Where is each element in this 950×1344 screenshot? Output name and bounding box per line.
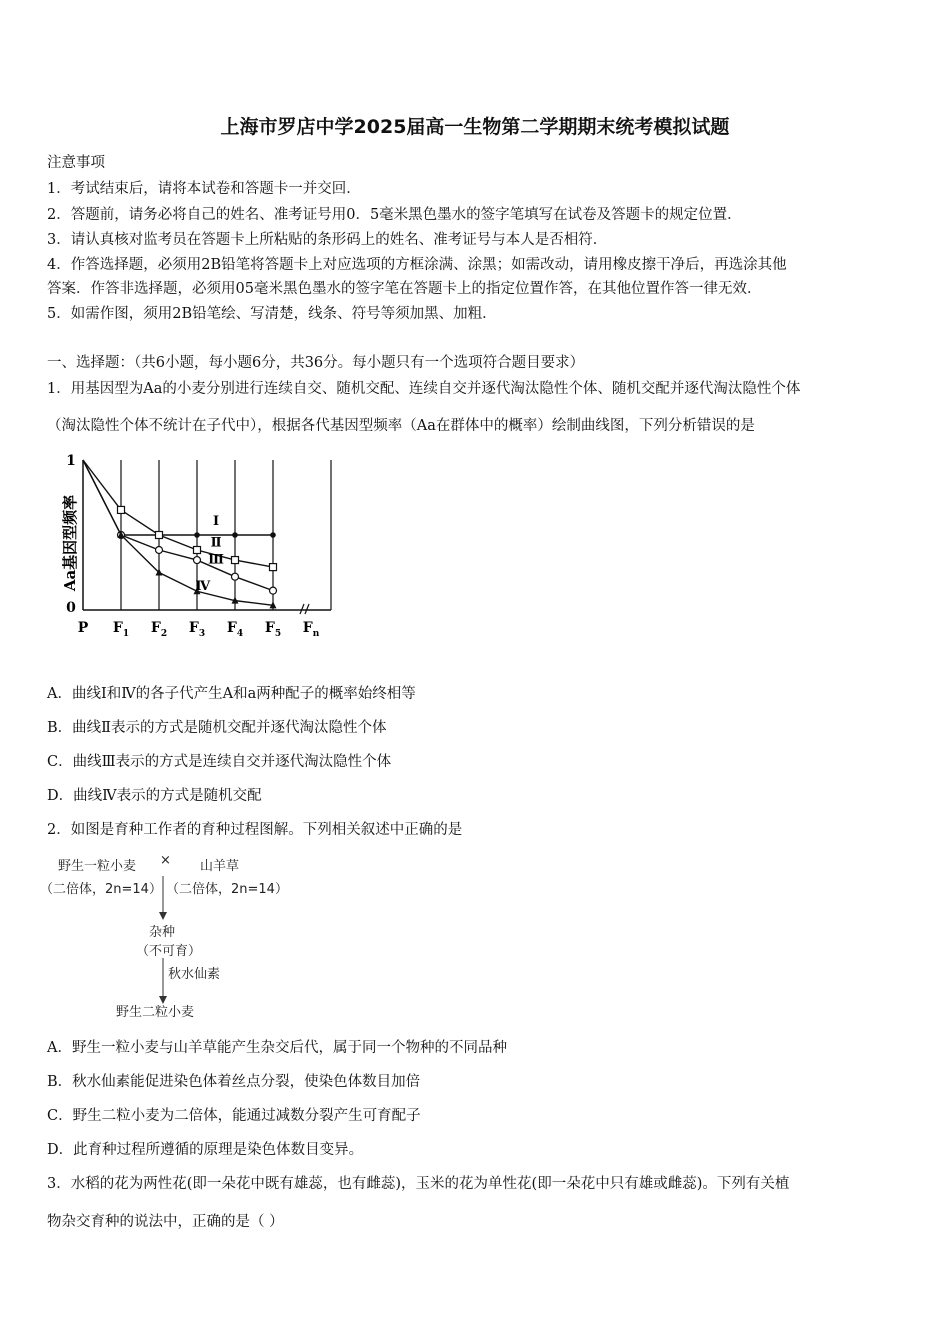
q2-option-c[interactable]: C．野生二粒小麦为二倍体，能通过减数分裂产生可育配子: [47, 1108, 421, 1124]
q1-option-c[interactable]: C．曲线Ⅲ表示的方式是连续自交并逐代淘汰隐性个体: [47, 754, 392, 770]
breeding-diagram: [40, 850, 300, 1025]
question-3-stem-cont: 物杂交育种的说法中，正确的是（ ）: [47, 1214, 284, 1230]
series-label: Ⅰ: [213, 514, 220, 529]
x-tick-label: $F_5$: [264, 620, 282, 639]
y-tick-label: 0: [66, 600, 76, 616]
data-point: [194, 547, 201, 554]
data-point: [232, 557, 239, 564]
q2-option-a[interactable]: A．野生一粒小麦与山羊草能产生杂交后代，属于同一个物种的不同品种: [47, 1040, 507, 1056]
series-label: Ⅱ: [210, 535, 222, 551]
parent2-note: （二倍体，2n=14）: [166, 882, 288, 897]
question-1-stem: 1．用基因型为Aa的小麦分别进行连续自交、随机交配、连续自交并逐代淘汰隐性个体、随机交配并逐代淘汰隐性个体: [47, 381, 801, 397]
question-2-stem: 2．如图是育种工作者的育种过程图解。下列相关叙述中正确的是: [47, 822, 463, 838]
treatment-label: 秋水仙素: [168, 967, 221, 982]
cross-symbol: ×: [160, 853, 171, 868]
genotype-frequency-chart: [55, 448, 335, 643]
x-tick-label: P: [77, 620, 89, 636]
q1-option-d[interactable]: D．曲线Ⅳ表示的方式是随机交配: [47, 788, 262, 804]
data-point: [270, 587, 277, 594]
parent2-label: 山羊草: [200, 859, 240, 874]
notice-item: 3．请认真核对监考员在答题卡上所粘贴的条形码上的姓名、准考证号与本人是否相符．: [47, 232, 608, 248]
y-axis-label: Aa基因型频率: [61, 494, 79, 592]
data-point: [156, 547, 163, 554]
data-point: [270, 532, 276, 538]
q2-option-b[interactable]: B．秋水仙素能促进染色体着丝点分裂，使染色体数目加倍: [47, 1074, 421, 1090]
question-3-stem: 3．水稻的花为两性花(即一朵花中既有雄蕊，也有雌蕊)，玉米的花为单性花(即一朵花中只有雄或雌蕊)。下列有关植: [47, 1176, 790, 1192]
x-tick-label: $F_2$: [150, 620, 168, 639]
arrow-down-icon: [157, 874, 169, 922]
notice-item: 1．考试结束后，请将本试卷和答题卡一并交回．: [47, 181, 361, 197]
notice-heading: 注意事项: [47, 155, 105, 171]
data-point: [194, 557, 201, 564]
data-point: [194, 532, 200, 538]
hybrid-label: 杂种: [149, 925, 176, 940]
x-tick-label: $F_1$: [112, 620, 130, 639]
data-point: [232, 532, 238, 538]
q2-option-d[interactable]: D．此育种过程所遵循的原理是染色体数目变异。: [47, 1142, 364, 1158]
q1-option-a[interactable]: A．曲线Ⅰ和Ⅳ的各子代产生A和a两种配子的概率始终相等: [47, 686, 416, 702]
axis-break: [305, 604, 309, 614]
axis-break: [300, 604, 304, 614]
data-point: [232, 573, 239, 580]
series-line-Ⅱ: [83, 460, 273, 567]
parent1-note: （二倍体，2n=14）: [40, 882, 162, 897]
notice-item: 2．答题前，请务必将自己的姓名、准考证号用0．5毫米黑色墨水的签字笔填写在试卷及答题卡的规定位置．: [47, 207, 742, 223]
notice-item: 答案．作答非选择题，必须用05毫米黑色墨水的签字笔在答题卡上的指定位置作答，在其他位置作答一律无效．: [47, 281, 762, 297]
hybrid-note: （不可育）: [136, 944, 202, 959]
section-heading: 一、选择题：（共6小题，每小题6分，共36分。每小题只有一个选项符合题目要求）: [47, 355, 585, 371]
page-title: 上海市罗店中学2025届高一生物第二学期期末统考模拟试题: [220, 116, 730, 138]
x-tick-label: $F_4$: [226, 620, 244, 639]
result-label: 野生二粒小麦: [116, 1005, 195, 1020]
series-label: Ⅳ: [195, 579, 211, 595]
data-point: [270, 564, 277, 571]
y-tick-label: 1: [66, 453, 76, 469]
question-1-stem-cont: （淘汰隐性个体不统计在子代中），根据各代基因型频率（Aa在群体中的概率）绘制曲线图，下列分析错误的是: [47, 418, 755, 434]
series-label: Ⅲ: [208, 552, 225, 568]
series-line-Ⅳ: [83, 460, 273, 605]
q1-option-b[interactable]: B．曲线Ⅱ表示的方式是随机交配并逐代淘汰隐性个体: [47, 720, 387, 736]
x-tick-label: $F_n$: [302, 620, 320, 639]
notice-item: 4．作答选择题，必须用2B铅笔将答题卡上对应选项的方框涂满、涂黑；如需改动，请用橡皮擦干净后，再选涂其他: [47, 257, 787, 273]
data-point: [156, 532, 163, 539]
notice-item: 5．如需作图，须用2B铅笔绘、写清楚，线条、符号等须加黑、加粗．: [47, 306, 497, 322]
x-tick-label: $F_3$: [188, 620, 206, 639]
series-line-Ⅲ: [83, 460, 273, 591]
parent1-label: 野生一粒小麦: [58, 859, 137, 874]
data-point: [118, 506, 125, 513]
